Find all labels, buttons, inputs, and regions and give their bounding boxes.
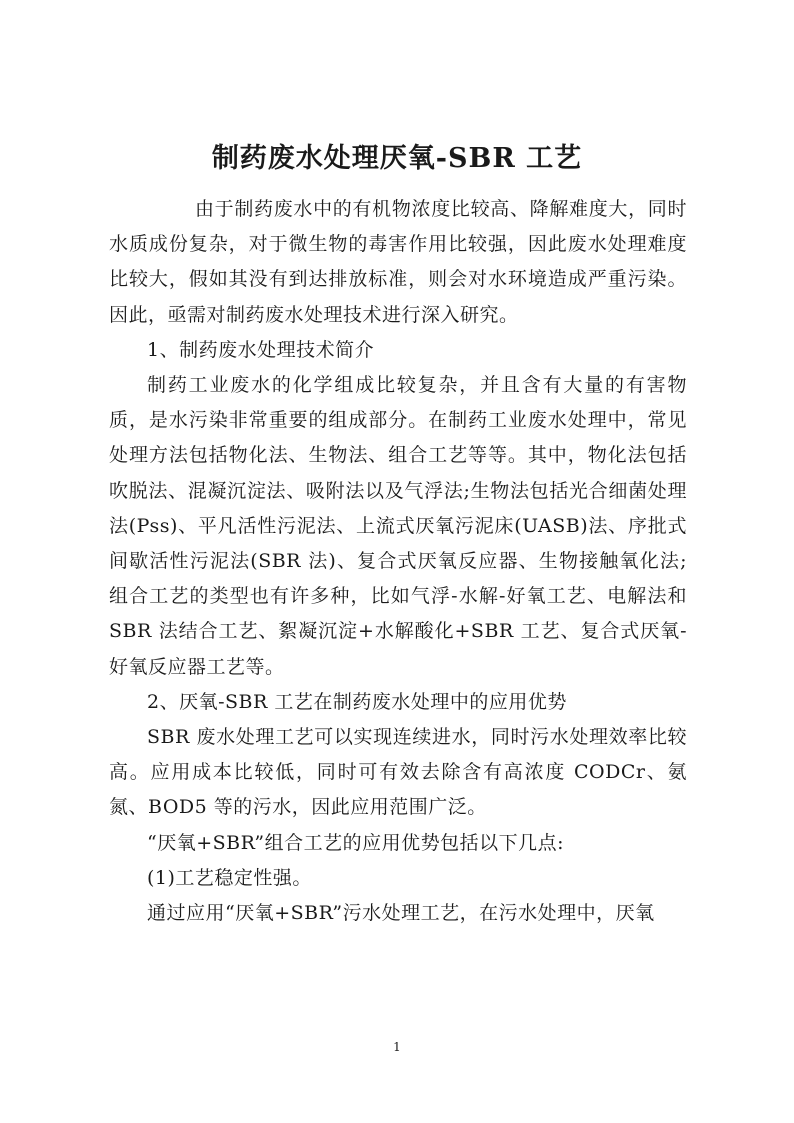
paragraph-overview: 制药工业废水的化学组成比较复杂，并且含有大量的有害物质，是水污染非常重要的组成部分。在制药工业废水处理中，常见处理方法包括物化法、生物法、组合工艺等等。其中，物化法包括吹脱法、混凝沉淀法、吸附法以及气浮法;生物法包括光合细菌处理法(Pss)、平凡活性污泥法、上流式厌氧污泥床(UASB)法、序批式间歇活性污泥法(SBR 法)、复合式厌氧反应器、生物接触氧化法;组合工艺的类型也有许多种，比如气浮-水解-好氧工艺、电解法和 SBR 法结合工艺、絮凝沉淀+水解酸化+SBR 工艺、复合式厌氧-好氧反应器工艺等。 xyxy=(109,374,687,678)
paragraph-intro: 由于制药废水中的有机物浓度比较高、降解难度大，同时水质成份复杂，对于微生物的毒害作用比较强，因此废水处理难度比较大，假如其没有到达排放标准，则会对水环境造成严重污染。因此，亟需对制药废水处理技术进行深入研究。 xyxy=(109,198,687,326)
paragraph-continuation: 通过应用“厌氧+SBR”污水处理工艺，在污水处理中，厌氧 xyxy=(147,902,655,925)
page-number: 1 xyxy=(393,1040,401,1054)
section-heading-1: 1、制药废水处理技术简介 xyxy=(147,338,375,361)
document-title: 制药废水处理厌氧-SBR 工艺 xyxy=(211,143,583,174)
list-item-1: (1)工艺稳定性强。 xyxy=(147,866,312,889)
paragraph-sbr: SBR 废水处理工艺可以实现连续进水，同时污水处理效率比较高。应用成本比较低，同时可有效去除含有高浓度 CODCr、氨氮、BOD5 等的污水，因此应用范围广泛。 xyxy=(109,726,687,819)
document-body xyxy=(109,192,687,931)
paragraph-advantages-intro: “厌氧+SBR”组合工艺的应用优势包括以下几点: xyxy=(147,831,564,854)
section-heading-2: 2、厌氧-SBR 工艺在制药废水处理中的应用优势 xyxy=(147,690,567,713)
